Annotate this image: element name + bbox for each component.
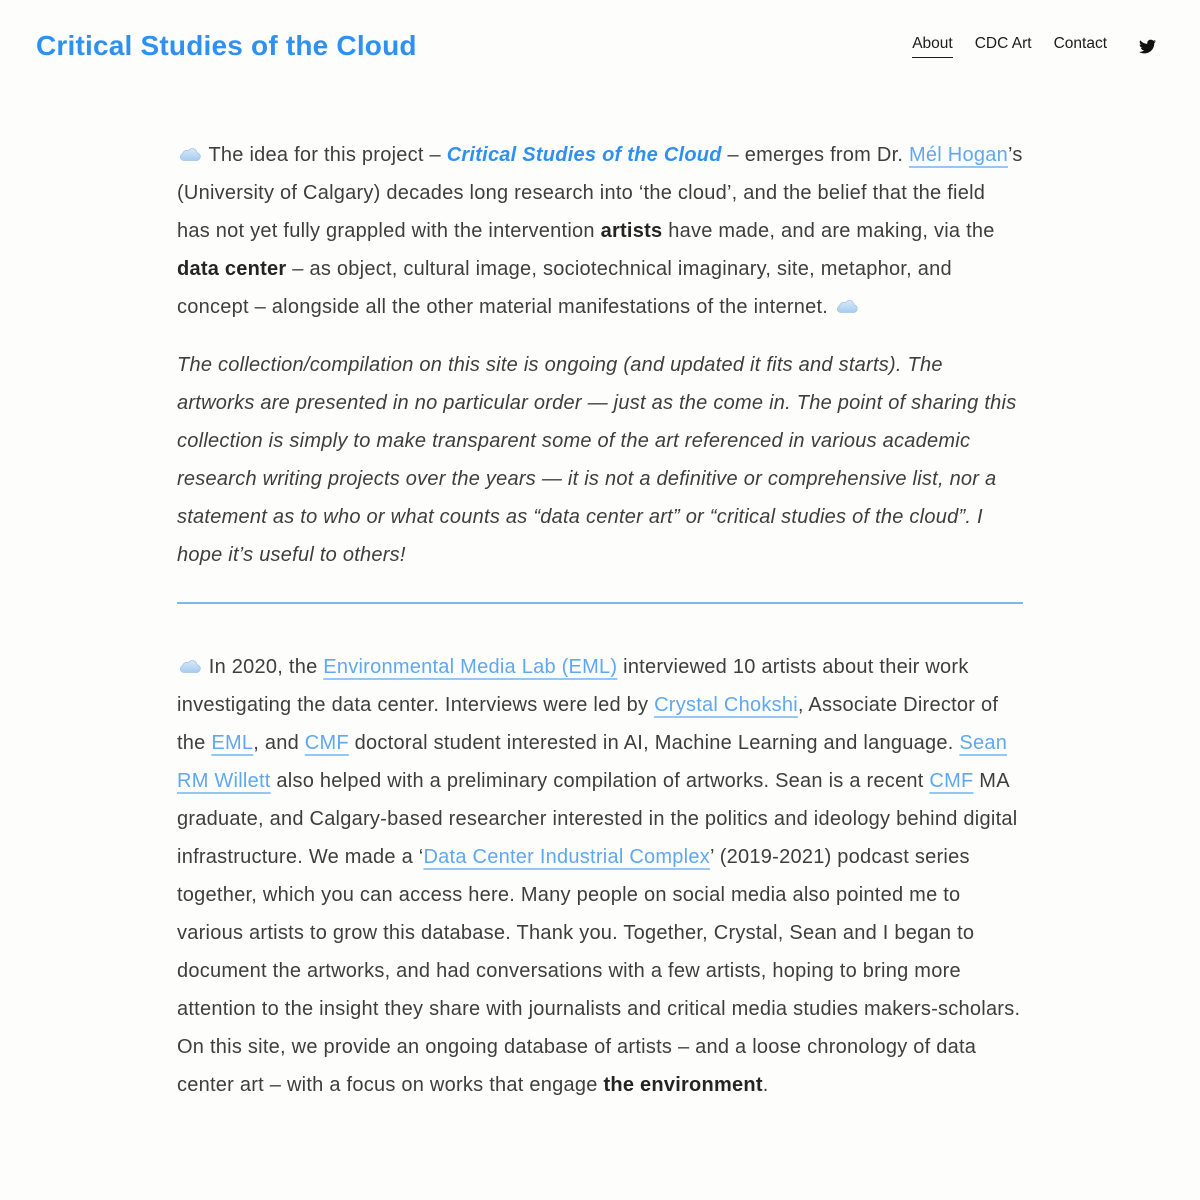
cloud-icon bbox=[834, 297, 860, 315]
inline-link[interactable]: CMF bbox=[304, 732, 349, 754]
inline-link[interactable]: CMF bbox=[929, 770, 974, 792]
section-divider bbox=[177, 602, 1023, 604]
nav-item-contact[interactable]: Contact bbox=[1053, 34, 1107, 52]
text-segment: ’ (2019-2021) podcast series together, which you can access here. Many people on social media also pointed me to various artists to grow this database. Thank you. Together, Crystal, Sean and I began to document the artworks, and had conversations with a few artists, hoping to bring more attention to the insight they share with journalists and critical media studies makers-scholars. On this site, we provide an ongoing database of artists – and a loose chronology of data center art – with a focus on works that engage bbox=[177, 846, 1021, 1096]
paragraph-note-italic bbox=[177, 346, 1023, 574]
text-segment: doctoral student interested in AI, Machine Learning and language. bbox=[348, 732, 960, 754]
inline-link[interactable]: Environmental Media Lab (EML) bbox=[323, 656, 618, 678]
text-segment: artists bbox=[600, 220, 663, 242]
cloud-icon bbox=[177, 657, 203, 675]
inline-link[interactable]: Critical Studies of the Cloud bbox=[446, 144, 722, 166]
text-segment: data center bbox=[177, 258, 287, 280]
text-segment: have made, and are making, via the bbox=[662, 220, 995, 242]
text-segment: the environment bbox=[603, 1074, 763, 1096]
paragraph-intro bbox=[177, 136, 1023, 326]
nav-item-about[interactable]: About bbox=[912, 35, 953, 58]
text-segment: – as object, cultural image, sociotechnical imaginary, site, metaphor, and concept – alongside all the other material manifestations of the internet. bbox=[177, 258, 952, 318]
text-segment: MA graduate, and Calgary-based researcher interested in the politics and ideology behind digital infrastructure. We made a ‘ bbox=[177, 770, 1018, 868]
inline-link[interactable]: Mél Hogan bbox=[909, 144, 1008, 166]
text-segment: , Associate Director of the bbox=[177, 694, 999, 754]
page-content bbox=[177, 136, 1023, 1104]
text-segment: also helped with a preliminary compilation of artworks. Sean is a recent bbox=[270, 770, 930, 792]
text-segment: interviewed 10 artists about their work investigating the data center. Interviews were led by bbox=[177, 656, 969, 716]
twitter-icon[interactable] bbox=[1139, 38, 1156, 55]
inline-link[interactable]: Data Center Industrial Complex bbox=[423, 846, 710, 868]
text-segment: . bbox=[762, 1074, 769, 1096]
site-title[interactable]: Critical Studies of the Cloud bbox=[36, 30, 417, 61]
text-segment: , and bbox=[253, 732, 305, 754]
paragraph-eml bbox=[177, 648, 1023, 1104]
nav-item-cdc-art[interactable]: CDC Art bbox=[974, 34, 1032, 52]
inline-link[interactable]: EML bbox=[211, 732, 254, 754]
main-nav bbox=[912, 35, 1156, 58]
cloud-icon bbox=[177, 145, 203, 163]
text-segment: The collection/compilation on this site is ongoing (and updated it fits and starts). The artworks are presented in no particular order — just as the come in. The point of sharing this collection is simply to make transparent some of the art referenced in various academic research writing projects over the years — it is not a definitive or comprehensive list, nor a statement as to who or what counts as “data center art” or “critical studies of the cloud”. I hope it’s useful to others! bbox=[177, 354, 1017, 566]
site-header bbox=[0, 0, 1200, 62]
inline-link[interactable]: Sean RM Willett bbox=[177, 732, 1008, 792]
text-segment: – emerges from Dr. bbox=[721, 144, 910, 166]
inline-link[interactable]: Crystal Chokshi bbox=[654, 694, 798, 716]
text-segment: The idea for this project – bbox=[203, 144, 447, 166]
text-segment: ’s (University of Calgary) decades long research into ‘the cloud’, and the belief that the field has not yet fully grappled with the intervention bbox=[177, 144, 1023, 242]
text-segment: In 2020, the bbox=[203, 656, 324, 678]
